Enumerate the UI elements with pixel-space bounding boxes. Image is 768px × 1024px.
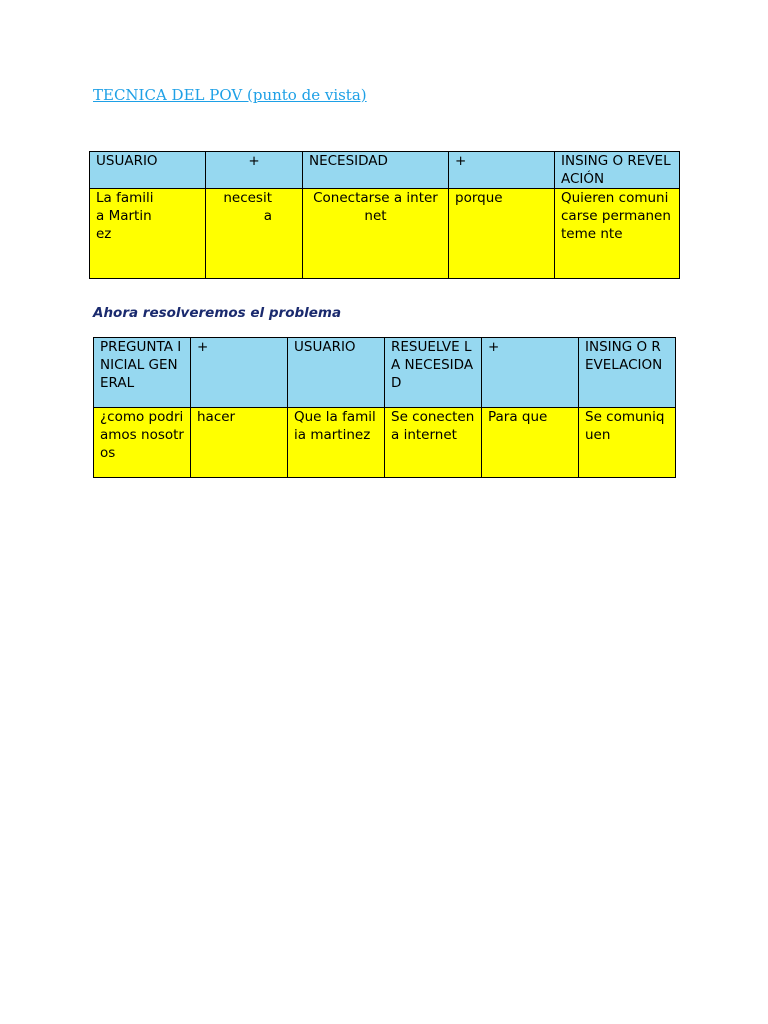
header-cell: +: [206, 152, 303, 189]
table-cell: Conectarse a internet: [303, 189, 449, 279]
header-cell: USUARIO: [90, 152, 206, 189]
section-subtitle: Ahora resolveremos el problema: [93, 305, 342, 321]
header-cell: +: [191, 338, 288, 408]
table-cell: Se conecten a internet: [385, 408, 482, 478]
header-cell: +: [482, 338, 579, 408]
header-cell: +: [449, 152, 555, 189]
table-row: [90, 189, 680, 279]
table-cell: Quieren comunicarse permanenteme nte: [555, 189, 680, 279]
table-header-row: [94, 338, 676, 408]
pov-table: [89, 151, 680, 279]
table-cell: necesita: [206, 189, 303, 279]
table-row: [94, 408, 676, 478]
table-cell: La familia Martinez: [90, 189, 206, 279]
header-cell: USUARIO: [288, 338, 385, 408]
table-cell: Se comuniquen: [579, 408, 676, 478]
header-cell: RESUELVE LA NECESIDAD: [385, 338, 482, 408]
table-cell: Para que: [482, 408, 579, 478]
table-header-row: [90, 152, 680, 189]
header-cell: NECESIDAD: [303, 152, 449, 189]
header-cell: PREGUNTA INICIAL GENERAL: [94, 338, 191, 408]
page-title: TECNICA DEL POV (punto de vista): [93, 86, 367, 104]
table-cell: hacer: [191, 408, 288, 478]
solution-table: [93, 337, 676, 478]
table-cell: Que la familia martinez: [288, 408, 385, 478]
header-cell: INSING O REVELACION: [579, 338, 676, 408]
header-cell: INSING O REVELACIÓN: [555, 152, 680, 189]
table-cell: ¿como podriamos nosotros: [94, 408, 191, 478]
table-cell: porque: [449, 189, 555, 279]
